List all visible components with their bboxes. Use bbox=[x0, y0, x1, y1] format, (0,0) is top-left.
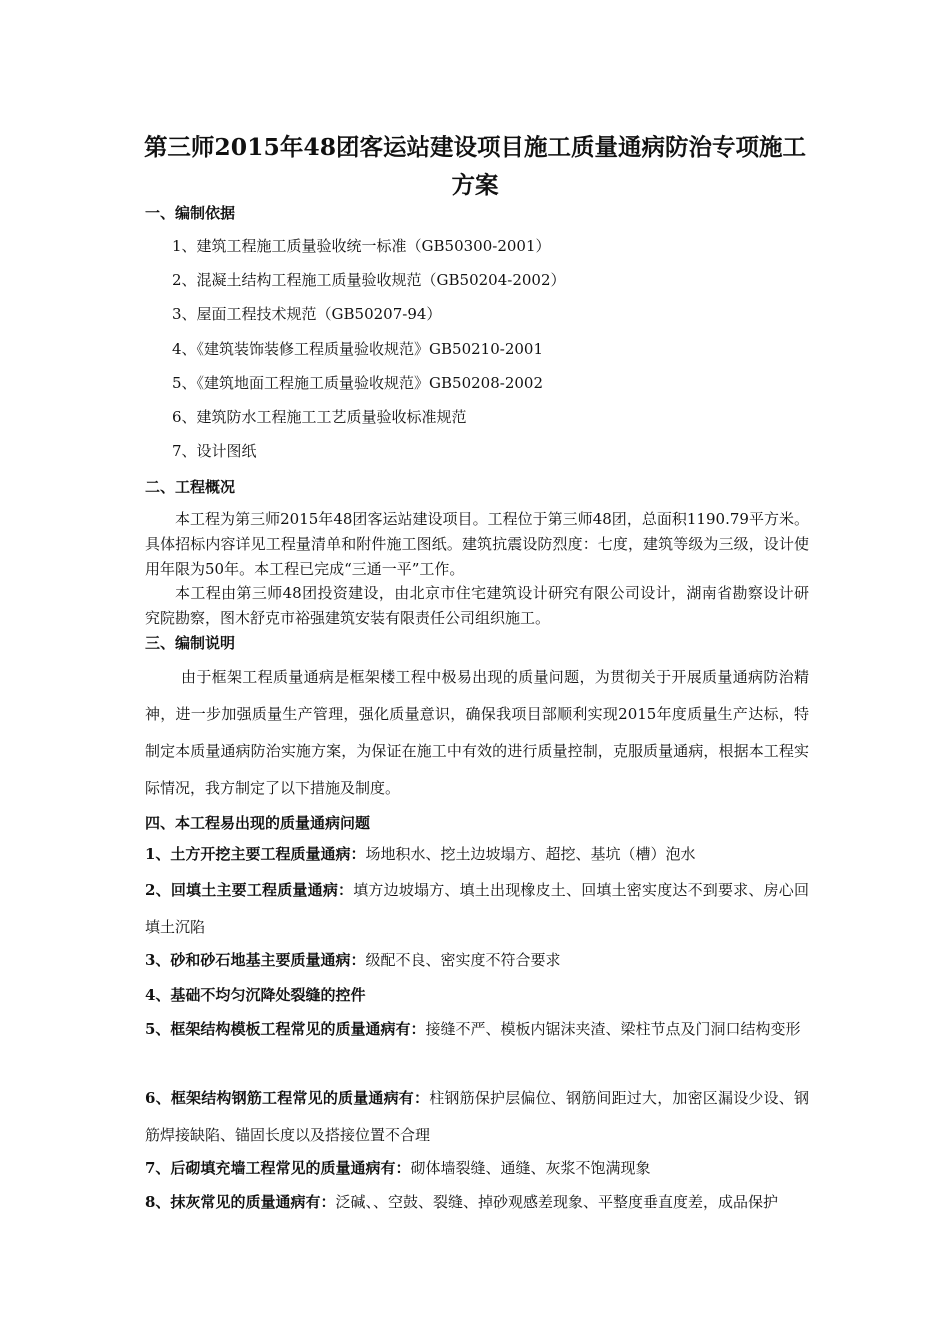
issue-label: 1、土方开挖主要工程质量通病： bbox=[145, 845, 366, 863]
issue-item bbox=[145, 977, 809, 1014]
issue-item bbox=[145, 1150, 809, 1187]
issue-text: 柱钢筋保护层偏位、钢筋间距过大，加密区漏设少设、钢筋焊接缺陷、锚固长度以及搭接位置不合理 bbox=[145, 1089, 809, 1144]
section4-heading: 四、本工程易出现的质量通病问题 bbox=[145, 814, 371, 832]
overview-paragraph-1: 本工程为第三师2015年48团客运站建设项目。工程位于第三师48团，总面积1190.79平方米。具体招标内容详见工程量清单和附件施工图纸。建筑抗震设防烈度：七度，建筑等级为三级，设计使用年限为50年。本工程已完成“三通一平”工作。 bbox=[145, 510, 809, 578]
issue-item bbox=[145, 836, 809, 873]
issue-label: 5、框架结构模板工程常见的质量通病有： bbox=[145, 1020, 426, 1038]
list-item: 4、《建筑装饰装修工程质量验收规范》GB50210-2001 bbox=[172, 340, 544, 358]
issue-label: 6、框架结构钢筋工程常见的质量通病有： bbox=[145, 1089, 430, 1107]
issue-item bbox=[145, 1184, 809, 1221]
section3-heading: 三、编制说明 bbox=[145, 634, 236, 652]
issue-text: 泛碱、、空鼓、裂缝、掉砂观感差现象、平整度垂直度差，成品保护 bbox=[335, 1193, 778, 1211]
issue-text: 级配不良、密实度不符合要求 bbox=[365, 951, 561, 969]
issue-item bbox=[145, 872, 809, 946]
issue-label: 4、基础不均匀沉降处裂缝的控件 bbox=[145, 986, 366, 1004]
section2-heading: 二、工程概况 bbox=[145, 478, 236, 496]
overview-paragraph-2: 本工程由第三师48团投资建设，由北京市住宅建筑设计研究有限公司设计，湖南省勘察设计研究院勘察，图木舒克市裕强建筑安装有限责任公司组织施工。 bbox=[145, 584, 809, 627]
issue-item bbox=[145, 1080, 809, 1154]
issue-item bbox=[145, 1011, 809, 1048]
list-item: 1、建筑工程施工质量验收统一标准（GB50300-2001） bbox=[172, 237, 551, 255]
issue-text: 砌体墙裂缝、通缝、灰浆不饱满现象 bbox=[410, 1159, 651, 1177]
issue-text: 场地积水、挖土边坡塌方、超挖、基坑（槽）泡水 bbox=[365, 845, 696, 863]
issue-label: 8、抹灰常见的质量通病有： bbox=[145, 1193, 336, 1211]
list-item: 7、设计图纸 bbox=[172, 442, 257, 460]
issue-item bbox=[145, 942, 809, 979]
explanation-paragraph: 由于框架工程质量通病是框架楼工程中极易出现的质量问题，为贯彻关于开展质量通病防治精神，进一步加强质量生产管理，强化质量意识，确保我项目部顺利实现2015年度质量生产达标，特制定本质量通病防治实施方案，为保证在施工中有效的进行质量控制，克服质量通病，根据本工程实际情况，我方制定了以下措施及制度。 bbox=[145, 668, 809, 797]
issue-label: 2、回填土主要工程质量通病： bbox=[145, 881, 354, 899]
issue-text: 填方边坡塌方、填土出现橡皮土、回填土密实度达不到要求、房心回填土沉陷 bbox=[145, 881, 809, 936]
document-title: 第三师2015年48团客运站建设项目施工质量通病防治专项施工方案 bbox=[143, 133, 807, 199]
list-item: 3、屋面工程技术规范（GB50207-94） bbox=[172, 305, 442, 323]
section1-heading: 一、编制依据 bbox=[145, 204, 236, 222]
list-item: 6、建筑防水工程施工工艺质量验收标准规范 bbox=[172, 408, 467, 426]
list-item: 2、混凝土结构工程施工质量验收规范（GB50204-2002） bbox=[172, 271, 566, 289]
issue-label: 7、后砌填充墙工程常见的质量通病有： bbox=[145, 1159, 411, 1177]
issue-label: 3、砂和砂石地基主要质量通病： bbox=[145, 951, 366, 969]
list-item: 5、《建筑地面工程施工质量验收规范》GB50208-2002 bbox=[172, 374, 544, 392]
issue-text: 接缝不严、模板内锯沫夹渣、梁柱节点及门洞口结构变形 bbox=[425, 1020, 801, 1038]
